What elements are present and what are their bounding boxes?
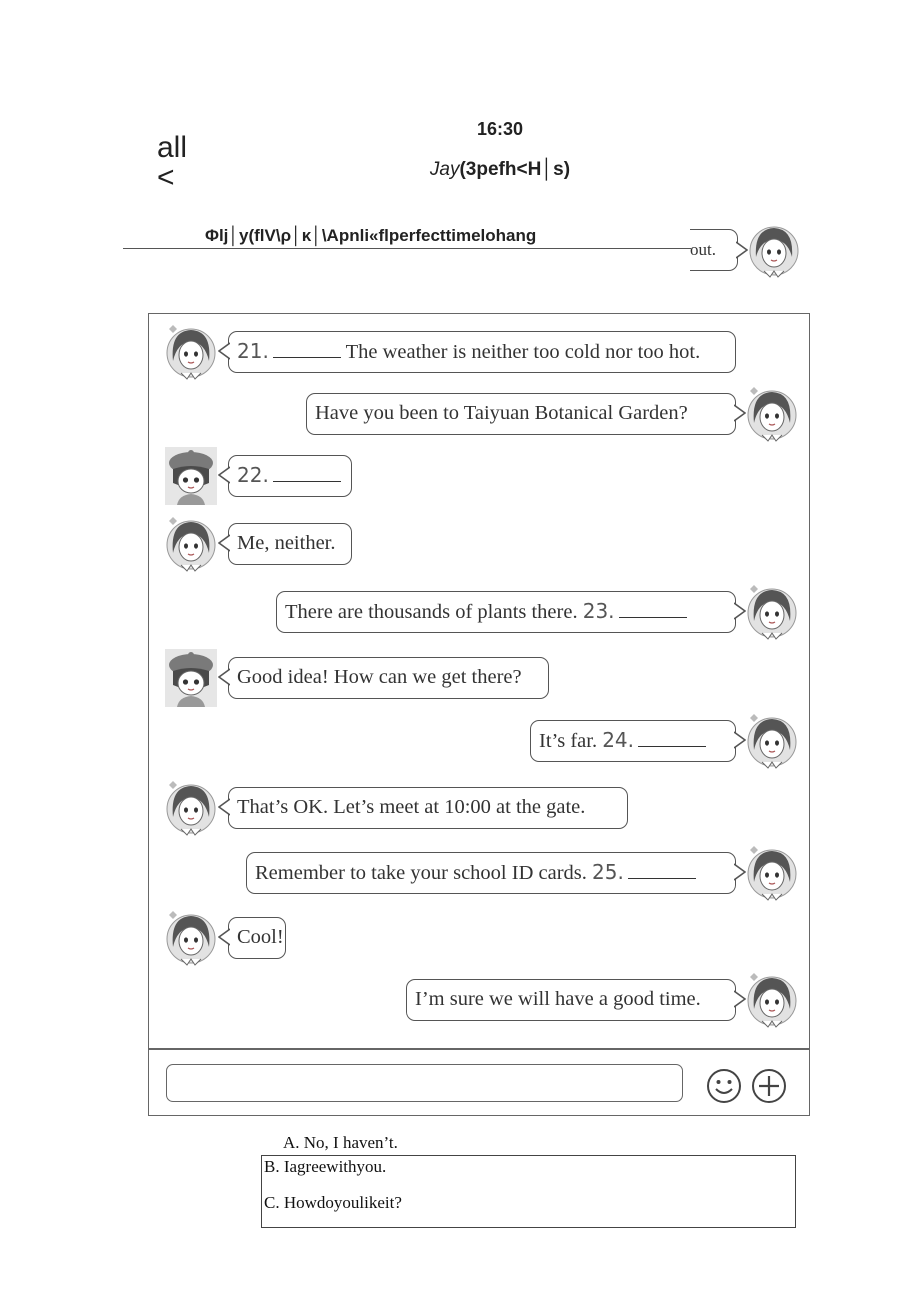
- message-bubble: [228, 455, 352, 497]
- message-bubble: [228, 523, 352, 565]
- message-text: The weather is neither too cold nor too hot.: [345, 341, 701, 363]
- bubble-tail: [218, 798, 230, 816]
- plus-circle-icon[interactable]: [751, 1068, 787, 1104]
- answer-blank: [273, 343, 341, 358]
- message-text: Remember to take your school ID cards.: [255, 862, 587, 884]
- bubble-tail: [736, 241, 748, 259]
- message-text: Good idea! How can we get there?: [237, 666, 522, 688]
- chat-title: [360, 159, 640, 181]
- cut-message-text: out.: [690, 240, 716, 259]
- message-bubble: [306, 393, 736, 435]
- avatar-girl-long-hair-icon: [746, 844, 798, 902]
- option-b: B. Iagreewithyou.: [264, 1157, 387, 1176]
- question-number: 25.: [592, 860, 624, 884]
- question-number: 22.: [237, 463, 269, 487]
- bubble-tail: [734, 990, 746, 1008]
- question-number: 23.: [582, 599, 615, 623]
- avatar-girl-long-hair-icon: [165, 323, 217, 381]
- message-bubble: [406, 979, 736, 1021]
- bubble-tail: [734, 404, 746, 422]
- question-number: 21.: [237, 339, 269, 363]
- bubble-tail: [734, 863, 746, 881]
- header-divider: [123, 248, 691, 249]
- avatar-girl-long-hair-icon: [746, 583, 798, 641]
- bubble-tail: [218, 342, 230, 360]
- option-c: C. Howdoyoulikeit?: [264, 1193, 402, 1212]
- header-text: Φlj│y(flV\ρ│κ│\Apnli«flperfecttimelohang: [205, 226, 537, 245]
- message-bubble: [228, 917, 286, 959]
- answer-blank: [273, 467, 341, 482]
- bubble-tail: [218, 534, 230, 552]
- bubble-tail: [218, 668, 230, 686]
- message-input[interactable]: [166, 1064, 683, 1102]
- avatar-girl-long-hair-icon: [165, 515, 217, 573]
- message-bubble: [228, 657, 549, 699]
- input-divider: [148, 1048, 810, 1050]
- message-text: I’m sure we will have a good time.: [415, 988, 701, 1010]
- answer-blank: [619, 603, 687, 618]
- message-bubble: [228, 787, 628, 829]
- message-text: It’s far.: [539, 730, 598, 752]
- answer-blank: [628, 864, 696, 879]
- avatar-girl-beret-icon: [165, 649, 217, 707]
- message-text: Cool!: [237, 926, 284, 948]
- chat-title-extra: (3pefh<H│s): [459, 159, 571, 180]
- cut-message-bubble: [690, 229, 738, 271]
- avatar-girl-long-hair-icon: [748, 221, 800, 279]
- option-a: A. No, I haven’t.: [283, 1133, 398, 1152]
- avatar-girl-long-hair-icon: [165, 779, 217, 837]
- message-bubble: [246, 852, 736, 894]
- message-bubble: [276, 591, 736, 633]
- message-bubble: [530, 720, 736, 762]
- status-time: 16:30: [476, 119, 524, 139]
- avatar-girl-long-hair-icon: [746, 385, 798, 443]
- message-text: Me, neither.: [237, 532, 336, 554]
- question-number: 24.: [602, 728, 635, 752]
- smiley-icon[interactable]: [706, 1068, 742, 1104]
- message-text: That’s OK. Let’s meet at 10:00 at the gate.: [237, 796, 586, 818]
- back-button[interactable]: <: [157, 161, 175, 194]
- bubble-tail: [218, 466, 230, 484]
- bubble-tail: [218, 928, 230, 946]
- bubble-tail: [734, 731, 746, 749]
- message-text: There are thousands of plants there.: [285, 601, 578, 623]
- avatar-girl-long-hair-icon: [746, 712, 798, 770]
- answer-blank: [638, 732, 706, 747]
- bubble-tail: [734, 602, 746, 620]
- avatar-girl-long-hair-icon: [165, 909, 217, 967]
- avatar-girl-beret-icon: [165, 447, 217, 505]
- signal-indicator: all: [157, 131, 188, 164]
- avatar-girl-long-hair-icon: [746, 971, 798, 1029]
- message-bubble: [228, 331, 736, 373]
- message-text: Have you been to Taiyuan Botanical Garden?: [315, 402, 688, 424]
- chat-title-name: Jay: [429, 159, 460, 180]
